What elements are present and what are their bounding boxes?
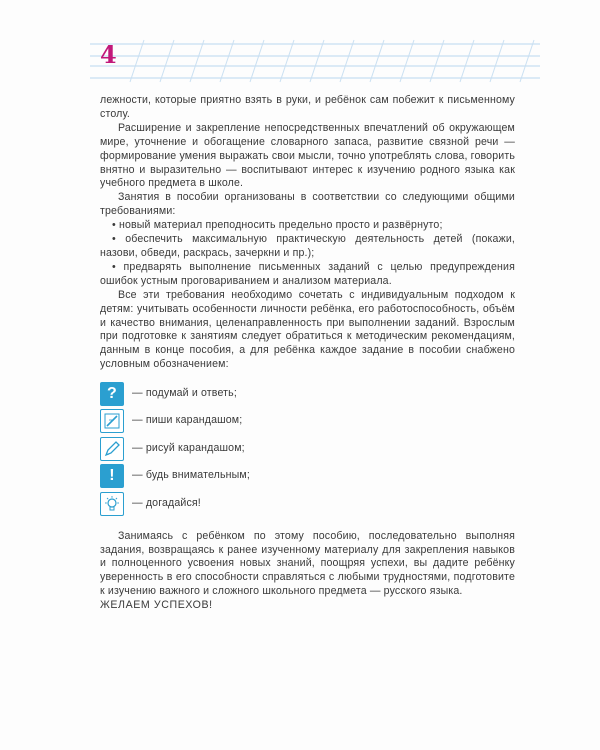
paragraph: Все эти требования необходимо сочетать с индивидуальным подходом к детям: учитывать особенности личности ребёнка, его работоспособность, объём и качество внимания, целенаправленность при выполнении заданий. Взрослым при подготовке к занятиям следует обратиться к методическим рекомендациям, данным в конце пособия, а для ребёнка каждое задание в пособии снабжено условным обозначением: xyxy=(100,288,515,371)
legend-item xyxy=(100,490,515,518)
legend-item xyxy=(100,408,515,436)
body-text xyxy=(100,94,515,613)
legend-item xyxy=(100,435,515,463)
legend-text: — пиши карандашом; xyxy=(132,414,243,427)
bullet-item: • новый материал преподносить предельно просто и развёрнуто; xyxy=(112,219,443,232)
lightbulb-icon xyxy=(100,492,124,516)
paragraph: Занимаясь с ребёнком по этому пособию, последовательно выполняя задания, возвращаясь к ранее изученному материалу для закрепления навыков и полноценного усвоения новых знаний, поощряя успехи, вы дадите ребёнку уверенность в его способности справляться с любыми трудностями, подготовите к изучению важного и сложного школьного предмета — русского языка. xyxy=(100,529,515,598)
question-icon: ? xyxy=(100,382,124,406)
legend-text: — подумай и ответь; xyxy=(132,386,237,399)
page-number: 4 xyxy=(100,40,117,69)
bullet-item: • предварять выполнение письменных заданий с целью предупреждения ошибок устным проговариванием и анализом материала. xyxy=(100,260,515,287)
guide-lines-graphic xyxy=(90,36,540,84)
exclamation-icon: ! xyxy=(100,464,124,488)
paragraph: лежности, которые приятно взять в руки, и ребёнок сам побежит к письменному столу. xyxy=(100,94,515,120)
legend-text: — догадайся! xyxy=(132,496,201,509)
legend-item xyxy=(100,463,515,491)
handwriting-guide-lines xyxy=(90,36,540,84)
paragraph: Расширение и закрепление непосредственных впечатлений об окружающем мире, уточнение и обогащение словарного запаса, развитие связной речи — формирование умения выражать свои мысли, точно употреблять слова, говорить внятно и выразительно — воспитывают интерес к изучению родного языка как учебного предмета в школе. xyxy=(100,121,515,190)
closing-line: ЖЕЛАЕМ УСПЕХОВ! xyxy=(100,599,213,612)
paragraph: Занятия в пособии организованы в соответствии со следующими общими требованиями: xyxy=(100,191,515,218)
pencil-write-icon xyxy=(100,409,124,433)
symbol-legend xyxy=(100,380,515,518)
legend-text: — будь внимательным; xyxy=(132,469,250,482)
legend-item xyxy=(100,380,515,408)
bullet-item: • обеспечить максимальную практическую деятельность детей (покажи, назови, обведи, раскрась, зачеркни и пр.); xyxy=(100,233,515,259)
pencil-draw-icon xyxy=(100,437,124,461)
legend-text: — рисуй карандашом; xyxy=(132,441,245,454)
